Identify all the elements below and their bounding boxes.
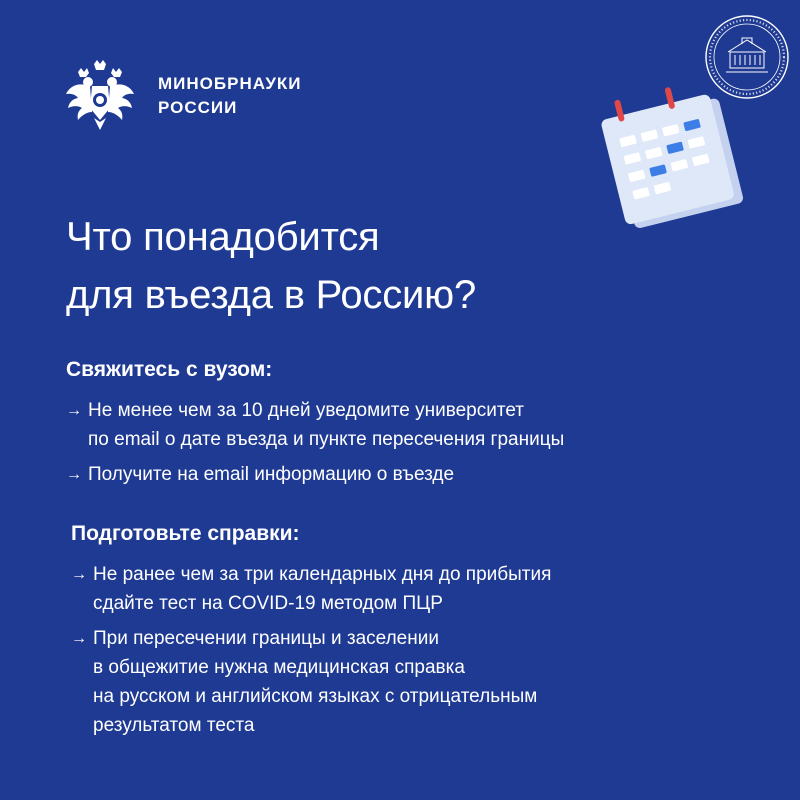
list-item — [71, 560, 771, 618]
ministry-name — [158, 72, 302, 120]
title-text: Что понадобится для въезда в Россию? — [66, 215, 477, 317]
list-item — [66, 396, 766, 454]
list-item-text: Получите на email информацию о въезде — [88, 464, 455, 485]
ministry-brand — [64, 60, 302, 132]
ministry-name-line1: МИНОБРНАУКИ — [158, 74, 302, 93]
list-item — [66, 460, 766, 489]
list-item-text: Не менее чем за 10 дней уведомите университет по email о дате въезда и пункте пересечения границы — [88, 400, 565, 450]
arrow-right-icon: → — [71, 566, 87, 583]
section-heading: Подготовьте справки: — [71, 522, 300, 545]
arrow-right-icon: → — [71, 630, 87, 647]
contact-university-section — [66, 356, 766, 495]
list-item-text: Не ранее чем за три календарных дня до прибытия сдайте тест на COVID-19 методом ПЦР — [93, 564, 552, 614]
prepare-certificates-section — [71, 520, 771, 746]
arrow-right-icon: → — [66, 402, 82, 419]
arrow-right-icon: → — [66, 466, 82, 483]
list-item-text: При пересечении границы и заселении в общежитие нужна медицинская справка на русском и английском языках с отрицательным результатом теста — [93, 628, 538, 736]
double-headed-eagle-icon — [64, 60, 136, 132]
list-item — [71, 624, 771, 740]
ministry-name-line2: РОССИИ — [158, 98, 238, 117]
page-title — [66, 208, 476, 324]
calendar-icon — [585, 82, 745, 232]
section-heading: Свяжитесь с вузом: — [66, 358, 273, 381]
